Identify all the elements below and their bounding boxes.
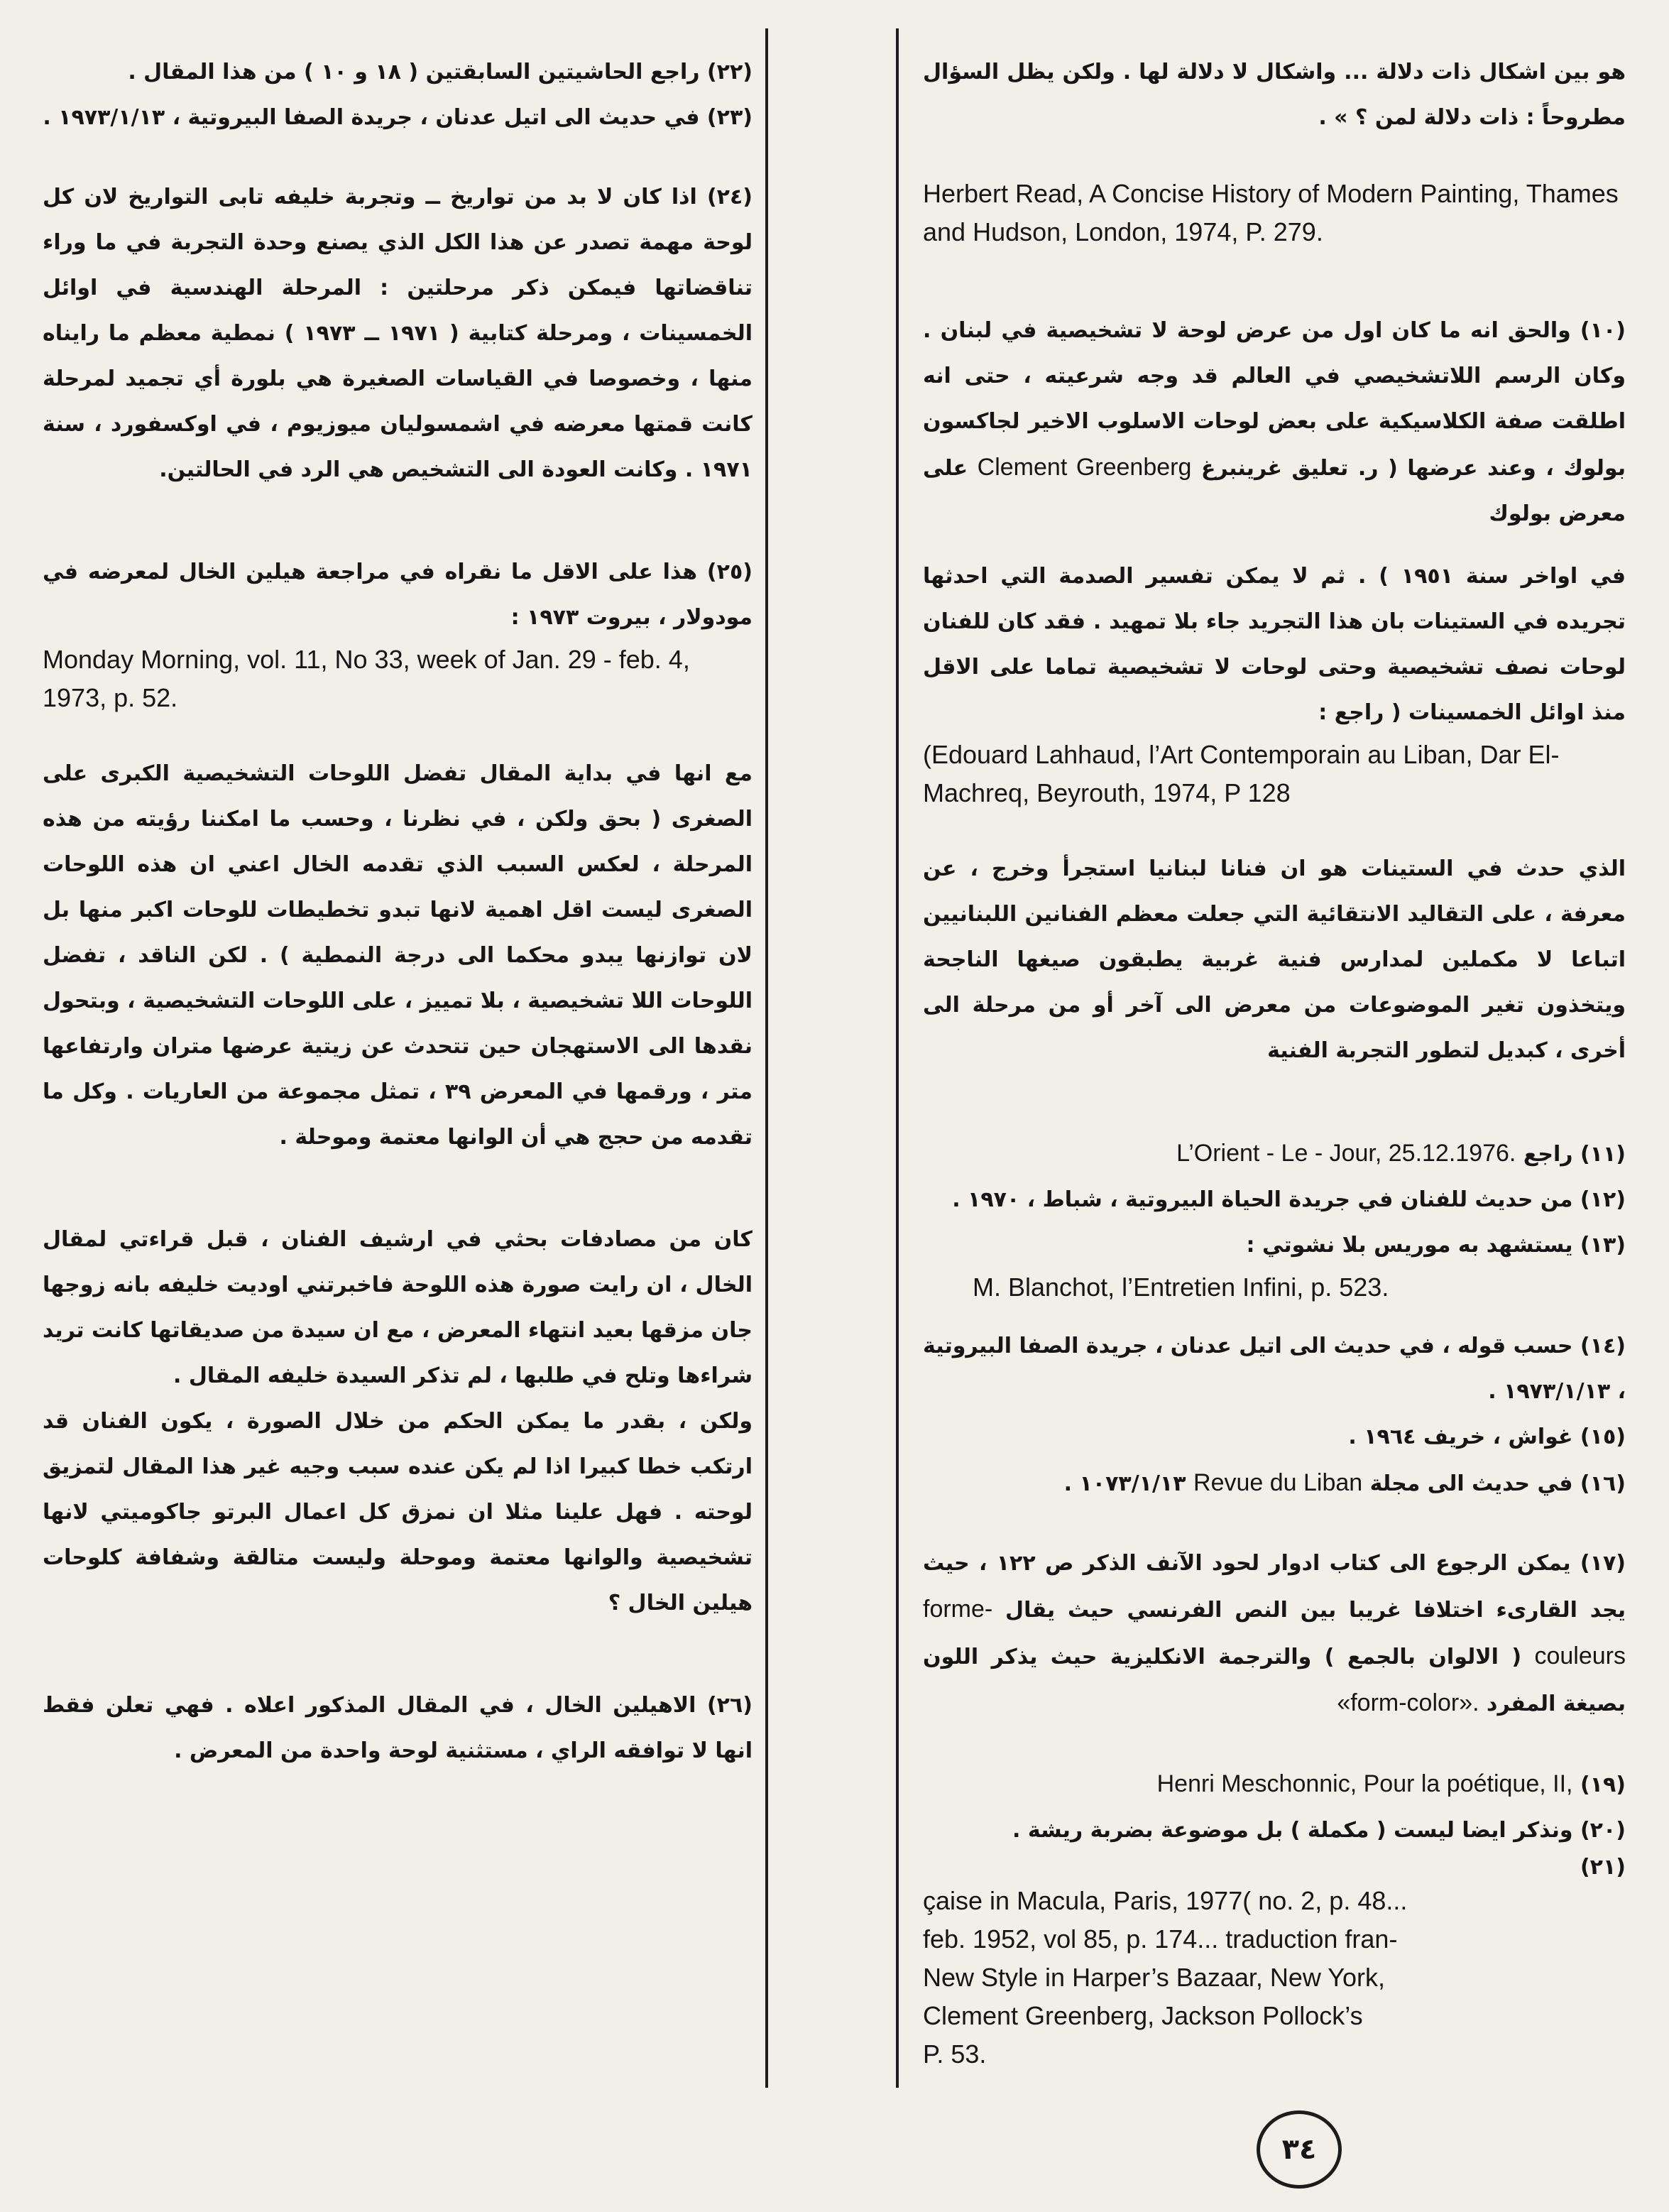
footnote-text: (١٦) في حديث الى مجلة [1369,1471,1626,1496]
left-column [43,50,753,1774]
footnote-24: (٢٤) اذا كان لا بد من تواريخ ــ وتجربة خليفه تابى التواريخ لان كل لوحة مهمة تصدر عن هذا الكل الذي يصنع وحدة التجربة في ما وراء تناقضاتها فيمكن ذكر مرحلتين : المرحلة الهندسية في اوائل الخمسينات ، ومرحلة كتابية ( ١٩٧١ ــ ١٩٧٣ ) نمطية معظم ما رايناه منها ، وخصوصا في القياسات الصغيرة هي بلورة أي تجميد لمرحلة كانت قمتها معرضه في اشمسوليان ميوزيوم ، في اوكسفورد ، سنة ١٩٧١ . وكانت العودة الى التشخيص هي الرد في الحالتين. [43,185,753,482]
citation-line: çaise in Macula, Paris, 1977( no. 2, p. 48... [923,1886,1408,1915]
footnote-13: (١٣) يستشهد به موريس بلا نشوتي : [1246,1233,1626,1258]
paragraph: في اواخر سنة ١٩٥١ ) . ثم لا يمكن تفسير الصدمة التي احدثها تجريده في الستينات بان هذا التجريد جاء بلا تمهيد . فقد كان للفنان لوحات نصف تشخيصية وحتى لوحات لا تشخيصية تماما على الاقل منذ اوائل الخمسينات ( راجع : [923,564,1626,725]
inline-latin: Revue du Liban [1193,1469,1363,1496]
paragraph: الذي حدث في الستينات هو ان فنانا لبنانيا استجرأ وخرج ، عن معرفة ، على التقاليد الانتقائية التي جعلت معظم الفنانين اللبنانيين اتباعا لا مكملين لمدارس فنية غربية يطبقون صيغها الناجحة ويتخذون تغير الموضوعات من معرض الى آخر أو من مرحلة الى أخرى ، كبديل لتطور التجربة الفنية [923,856,1626,1063]
footnote-25: (٢٥) هذا على الاقل ما نقراه في مراجعة هيلين الخال لمعرضه في مودولار ، بيروت ١٩٧٣ : [43,560,753,630]
footnote-14: (١٤) حسب قوله ، في حديث الى اتيل عدنان ، جريدة الصفا البيروتية ، ١٩٧٣/١/١٣ . [923,1334,1626,1404]
footnote-text: (١٠) والحق انه ما كان اول من عرض لوحة لا تشخيصية في لبنان . وكان الرسم اللاتشخيصي في العالم قد وجه شرعيته ، حتى انه اطلقت صفة الكلاسيكية على بعض لوحات الاسلوب الاخير لجاكسون بولوك ، وعند عرضها ( ر. تعليق غرينبرغ [923,318,1626,481]
footnote-text: (١٧) يمكن الرجوع الى كتاب ادوار لحود الآنف الذكر ص ١٢٢ ، حيث يجد القارىء اختلافا غريبا بين النص الفرنسي حيث يقال [923,1551,1626,1623]
citation: (Edouard Lahhaud, l’Art Contemporain au Liban, Dar El-Machreq, Beyrouth, 1974, P 128 [923,740,1560,807]
column-divider-left [765,28,768,2088]
citation-line: P. 53. [923,2039,987,2069]
citation: Herbert Read, A Concise History of Modern Painting, Thames and Hudson, London, 1974, P. 279. [923,179,1619,246]
footnote-text: على معرض بولوك [923,456,1626,526]
footnote-19 [923,1761,1626,1808]
footnote-15: (١٥) غواش ، خريف ١٩٦٤ . [1348,1424,1626,1449]
footnote-23: (٢٣) في حديث الى اتيل عدنان ، جريدة الصفا البيروتية ، ١٩٧٣/١/١٣ . [43,105,753,130]
footnote-17 [923,1541,1626,1727]
inline-latin: Henri Meschonnic, Pour la poétique, II, [1156,1770,1573,1797]
paragraph: مع انها في بداية المقال تفضل اللوحات التشخيصية الكبرى على الصغرى ( بحق ولكن ، في نظرنا ، وحسب ما امكننا رؤيته من هذه المرحلة ، لعكس السبب الذي تقدمه الخال اعني ان هذه اللوحات الصغرى ليست اقل اهمية لانها تبدو تخطيطات للوحات اكبر منها بل لان توازنها يبدو محكما الى درجة النمطية ) . لكن الناقد ، تفضل اللوحات اللا تشخيصية ، بلا تمييز ، على اللوحات التشخيصية ، وبتحول نقدها الى الاستهجان حين تتحدث عن زيتية عرضها متران وارتفاعها متر ، ورقمها في المعرض ٣٩ ، تمثل مجموعة من العاريات . وكل ما تقدمه من حجج هي أن الوانها معتمة وموحلة . [43,761,753,1150]
footnote-12: (١٢) من حديث للفنان في جريدة الحياة البيروتية ، شباط ، ١٩٧٠ . [952,1187,1626,1212]
right-column [923,50,1626,2074]
page-number: ٣٤ [1257,2110,1342,2189]
column-divider-right [896,28,899,2088]
footnote-20: (٢٠) ونذكر ايضا ليست ( مكملة ) بل موضوعة بضربة ريشة . [1012,1818,1626,1843]
footnote-label: (١٩) [1580,1772,1626,1797]
footnote-16 [923,1460,1626,1507]
footnote-26: (٢٦) الاهيلين الخال ، في المقال المذكور اعلاه . فهي تعلن فقط انها لا توافقه الراي ، مستثنية لوحة واحدة من المعرض . [43,1693,753,1763]
footnote-10 [923,308,1626,537]
footnote-11 [923,1130,1626,1177]
footnote-21-label: (٢١) [1580,1855,1626,1880]
citation-line: New Style in Harper’s Bazaar, New York, [923,1963,1385,1992]
inline-latin: forme-couleurs [923,1596,1626,1669]
footnote-text: ( الالوان بالجمع ) والترجمة الانكليزية حيث يذكر اللون بصيغة المفرد [923,1645,1626,1716]
citation: M. Blanchot, l’Entretien Infini, p. 523. [973,1273,1389,1302]
citation-line: feb. 1952, vol 85, p. 174... traduction fran- [923,1924,1398,1954]
citation-line: Clement Greenberg, Jackson Pollock’s [923,2001,1363,2030]
inline-latin: Clement Greenberg [977,454,1192,481]
inline-latin: L’Orient - Le - Jour, 25.12.1976. [1176,1140,1516,1167]
footnote-text: ١٠٧٣/١/١٣ . [1063,1471,1186,1496]
citation: Monday Morning, vol. 11, No 33, week of Jan. 29 - feb. 4, 1973, p. 52. [43,645,690,712]
paragraph: كان من مصادفات بحثي في ارشيف الفنان ، قبل قراءتي لمقال الخال ، ان رايت صورة هذه اللوحة فاخبرتني اوديت خليفه بانه زوجها جان مزقها بعيد انتهاء المعرض ، مع ان سيدة من صديقاتها كانت تريد شراءها وتلح في طلبها ، لم تذكر السيدة خليفه المقال . [43,1227,753,1388]
inline-latin: «form-color». [1337,1689,1479,1716]
footnote-22: (٢٢) راجع الحاشيتين السابقتين ( ١٨ و ١٠ ) من هذا المقال . [128,60,753,85]
footnote-label: (١١) راجع [1523,1142,1626,1167]
paragraph: هو بين اشكال ذات دلالة ... واشكال لا دلالة لها . ولكن يظل السؤال مطروحاً : ذات دلالة لمن ؟ » . [923,60,1626,130]
paragraph: ولكن ، بقدر ما يمكن الحكم من خلال الصورة ، يكون الفنان قد ارتكب خطا كبيرا اذا لم يكن عنده سبب وجيه غير هذا المقال لتمزيق لوحته . فهل علينا مثلا ان نمزق كل اعمال البرتو جاكوميتي لانها تشخيصية والوانها معتمة وموحلة وليست متالقة وشفافة كلوحات هيلين الخال ؟ [43,1409,753,1616]
